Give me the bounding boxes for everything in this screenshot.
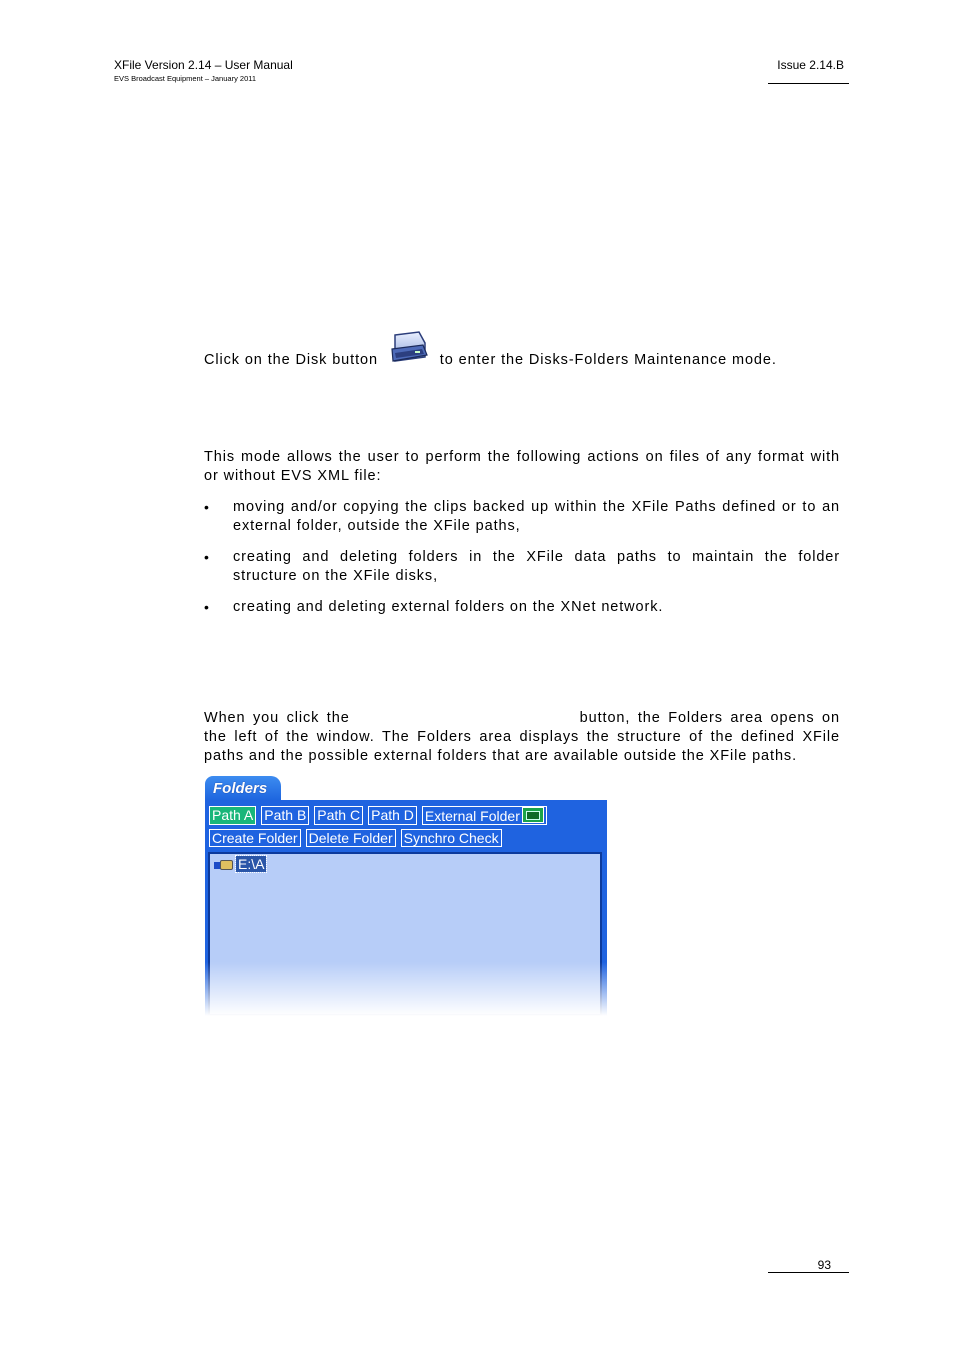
footer-rule: [768, 1272, 849, 1273]
intro-before-icon: Click on the Disk button: [204, 352, 378, 368]
click-paragraph-start: When you click the: [204, 710, 350, 726]
click-paragraph-end: button, the Folders area opens on the left of the window. The Folders area displays the structure of the defined XFile paths and the possible external folders that are available outside the XFile paths.: [204, 710, 840, 764]
intro-paragraph: [204, 351, 777, 370]
path-a-button[interactable]: Path A: [209, 806, 256, 825]
folders-paragraph: [204, 709, 840, 766]
external-folder-button[interactable]: [422, 806, 547, 825]
header-subtitle: EVS Broadcast Equipment – January 2011: [114, 74, 257, 83]
folder-tree[interactable]: [208, 852, 602, 1016]
folders-panel: [205, 800, 607, 1016]
list-item: • moving and/or copying the clips backed up within the XFile Paths defined or to an external folder, outside the XFile paths,: [204, 498, 840, 536]
path-d-button[interactable]: Path D: [368, 806, 417, 825]
path-button-row: [209, 806, 547, 825]
external-folder-label: External Folder: [424, 808, 520, 824]
disk-icon: [389, 331, 429, 367]
drive-icon: [214, 858, 232, 870]
folders-widget: [205, 776, 607, 1016]
header-rule: [768, 83, 849, 84]
mode-paragraph: This mode allows the user to perform the following actions on files of any format with or without EVS XML file:: [204, 449, 840, 484]
create-folder-button[interactable]: Create Folder: [209, 829, 301, 847]
header-issue: Issue 2.14.B: [777, 58, 844, 72]
synchro-check-button[interactable]: Synchro Check: [401, 829, 502, 847]
intro-after-icon: to enter the Disks-Folders Maintenance mode.: [439, 352, 777, 368]
tree-node-label: E:\A: [238, 856, 265, 872]
page-number: 93: [817, 1258, 831, 1272]
delete-folder-button[interactable]: Delete Folder: [306, 829, 396, 847]
path-b-button[interactable]: Path B: [261, 806, 309, 825]
header-title: XFile Version 2.14 – User Manual: [114, 58, 293, 72]
folders-tab[interactable]: Folders: [205, 776, 281, 800]
folder-icon: [522, 807, 544, 823]
path-c-button[interactable]: Path C: [314, 806, 363, 825]
list-item: • creating and deleting external folders on the XNet network.: [204, 598, 840, 617]
action-button-row: [209, 829, 502, 847]
action-list: [204, 498, 840, 629]
tree-node[interactable]: [214, 856, 266, 872]
list-item: • creating and deleting folders in the XFile data paths to maintain the folder structure on the XFile disks,: [204, 548, 840, 586]
